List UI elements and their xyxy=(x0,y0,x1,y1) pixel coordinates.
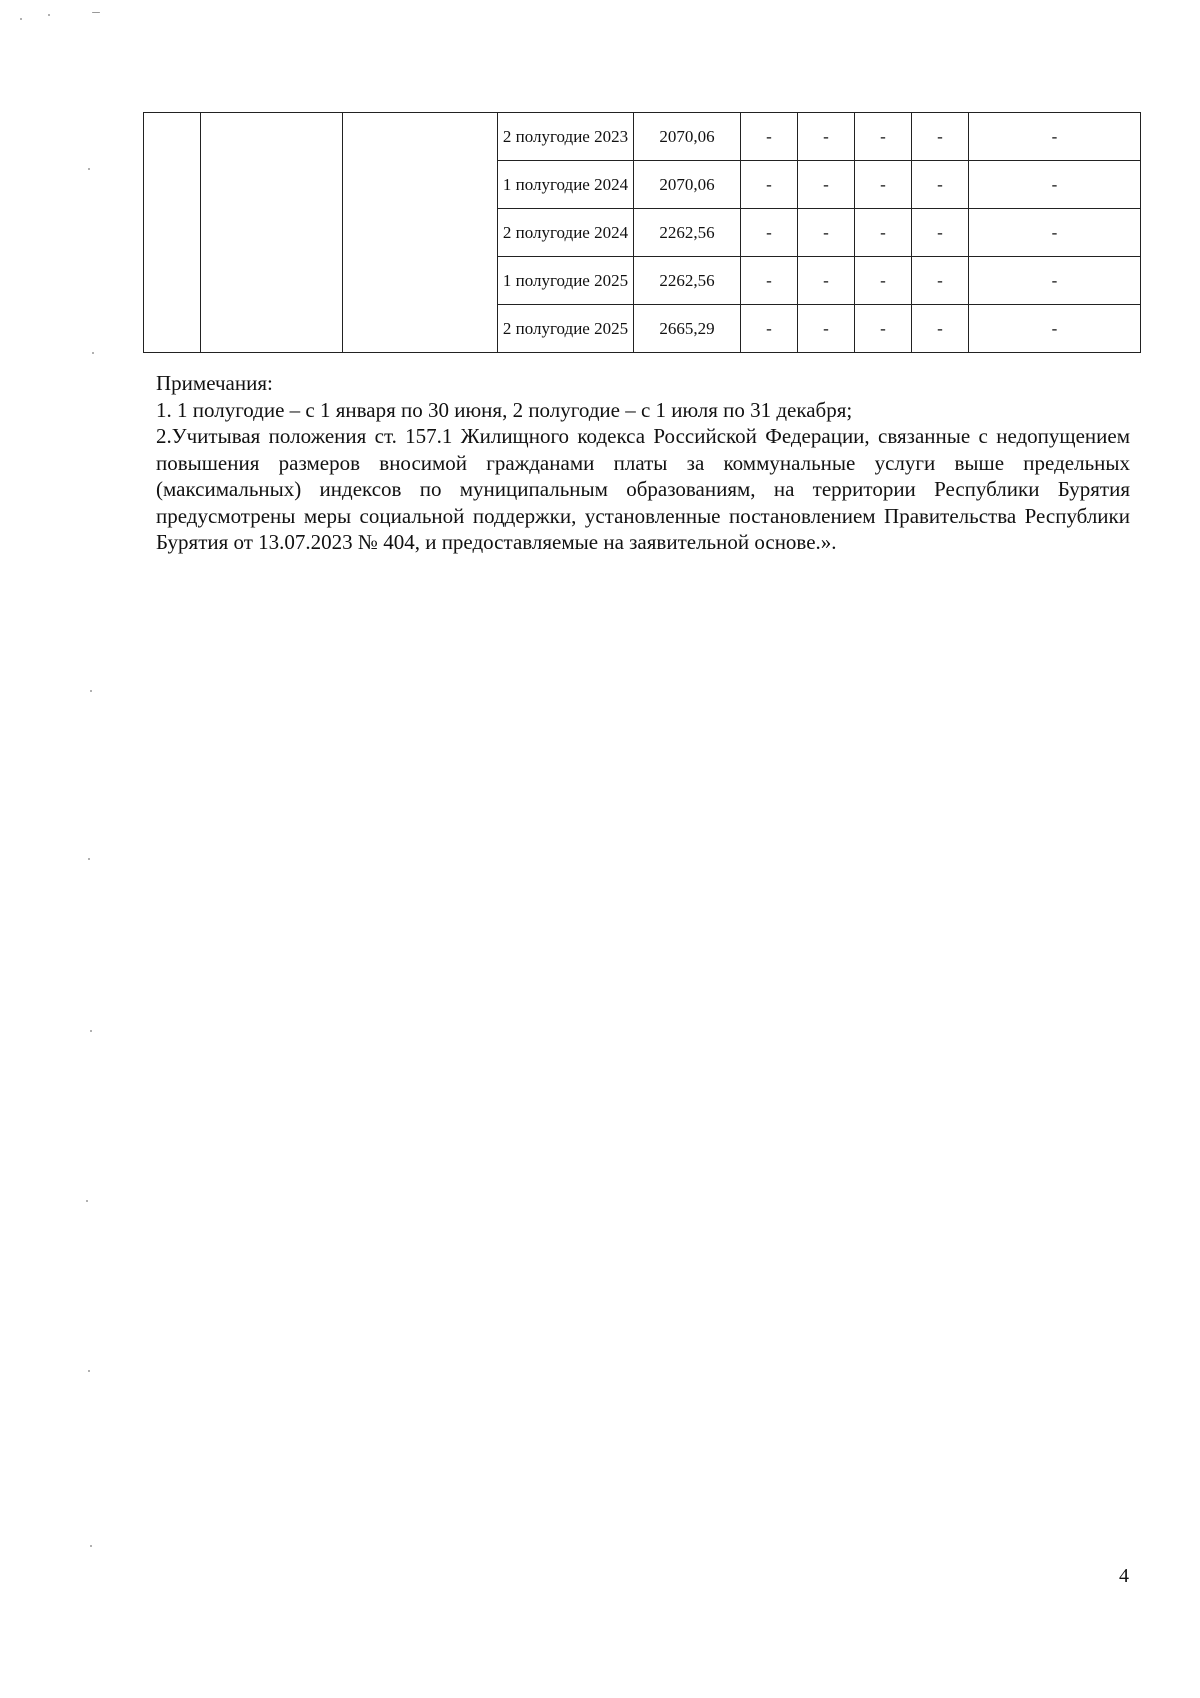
value-cell: - xyxy=(741,257,798,305)
value-cell: - xyxy=(969,257,1141,305)
value-cell: - xyxy=(912,257,969,305)
value-cell: - xyxy=(969,305,1141,353)
notes-heading: Примечания: xyxy=(156,371,273,395)
value-cell: - xyxy=(798,113,855,161)
value-cell: - xyxy=(912,113,969,161)
value-cell: - xyxy=(855,161,912,209)
table-body xyxy=(144,113,1141,353)
value-cell: - xyxy=(855,209,912,257)
merged-cell-service xyxy=(343,113,498,353)
value-cell: - xyxy=(855,305,912,353)
tariff-cell: 2262,56 xyxy=(634,209,741,257)
value-cell: - xyxy=(855,257,912,305)
value-cell: - xyxy=(741,209,798,257)
value-cell: - xyxy=(912,305,969,353)
value-cell: - xyxy=(912,209,969,257)
value-cell: - xyxy=(741,161,798,209)
period-cell: 2 полугодие 2024 xyxy=(498,209,634,257)
tariff-cell: 2262,56 xyxy=(634,257,741,305)
merged-cell-organization xyxy=(201,113,343,353)
period-cell: 1 полугодие 2024 xyxy=(498,161,634,209)
note-2: 2.Учитывая положения ст. 157.1 Жилищного кодекса Российской Федерации, связанные с недопущением повышения размеров вносимой гражданами платы за коммунальные услуги выше предельных (максимальных) индексов по муниципальным образованиям, на территории Республики Бурятия предусмотрены меры социальной поддержки, установленные постановлением Правительства Республики Бурятия от 13.07.2023 № 404, и предоставляемые на заявительной основе.». xyxy=(156,424,1130,554)
period-cell: 2 полугодие 2023 xyxy=(498,113,634,161)
notes-section xyxy=(156,370,1130,556)
period-cell: 2 полугодие 2025 xyxy=(498,305,634,353)
value-cell: - xyxy=(798,257,855,305)
page-number: 4 xyxy=(1119,1565,1129,1587)
tariff-cell: 2070,06 xyxy=(634,113,741,161)
value-cell: - xyxy=(798,305,855,353)
value-cell: - xyxy=(969,113,1141,161)
value-cell: - xyxy=(798,209,855,257)
period-cell: 1 полугодие 2025 xyxy=(498,257,634,305)
table-row xyxy=(144,113,1141,161)
value-cell: - xyxy=(855,113,912,161)
note-1: 1. 1 полугодие – с 1 января по 30 июня, 2 полугодие – с 1 июля по 31 декабря; xyxy=(156,397,853,422)
value-cell: - xyxy=(741,305,798,353)
tariff-cell: 2070,06 xyxy=(634,161,741,209)
value-cell: - xyxy=(741,113,798,161)
value-cell: - xyxy=(912,161,969,209)
tariff-cell: 2665,29 xyxy=(634,305,741,353)
tariff-table xyxy=(143,112,1141,353)
value-cell: - xyxy=(969,161,1141,209)
value-cell: - xyxy=(969,209,1141,257)
value-cell: - xyxy=(798,161,855,209)
merged-cell-number xyxy=(144,113,201,353)
